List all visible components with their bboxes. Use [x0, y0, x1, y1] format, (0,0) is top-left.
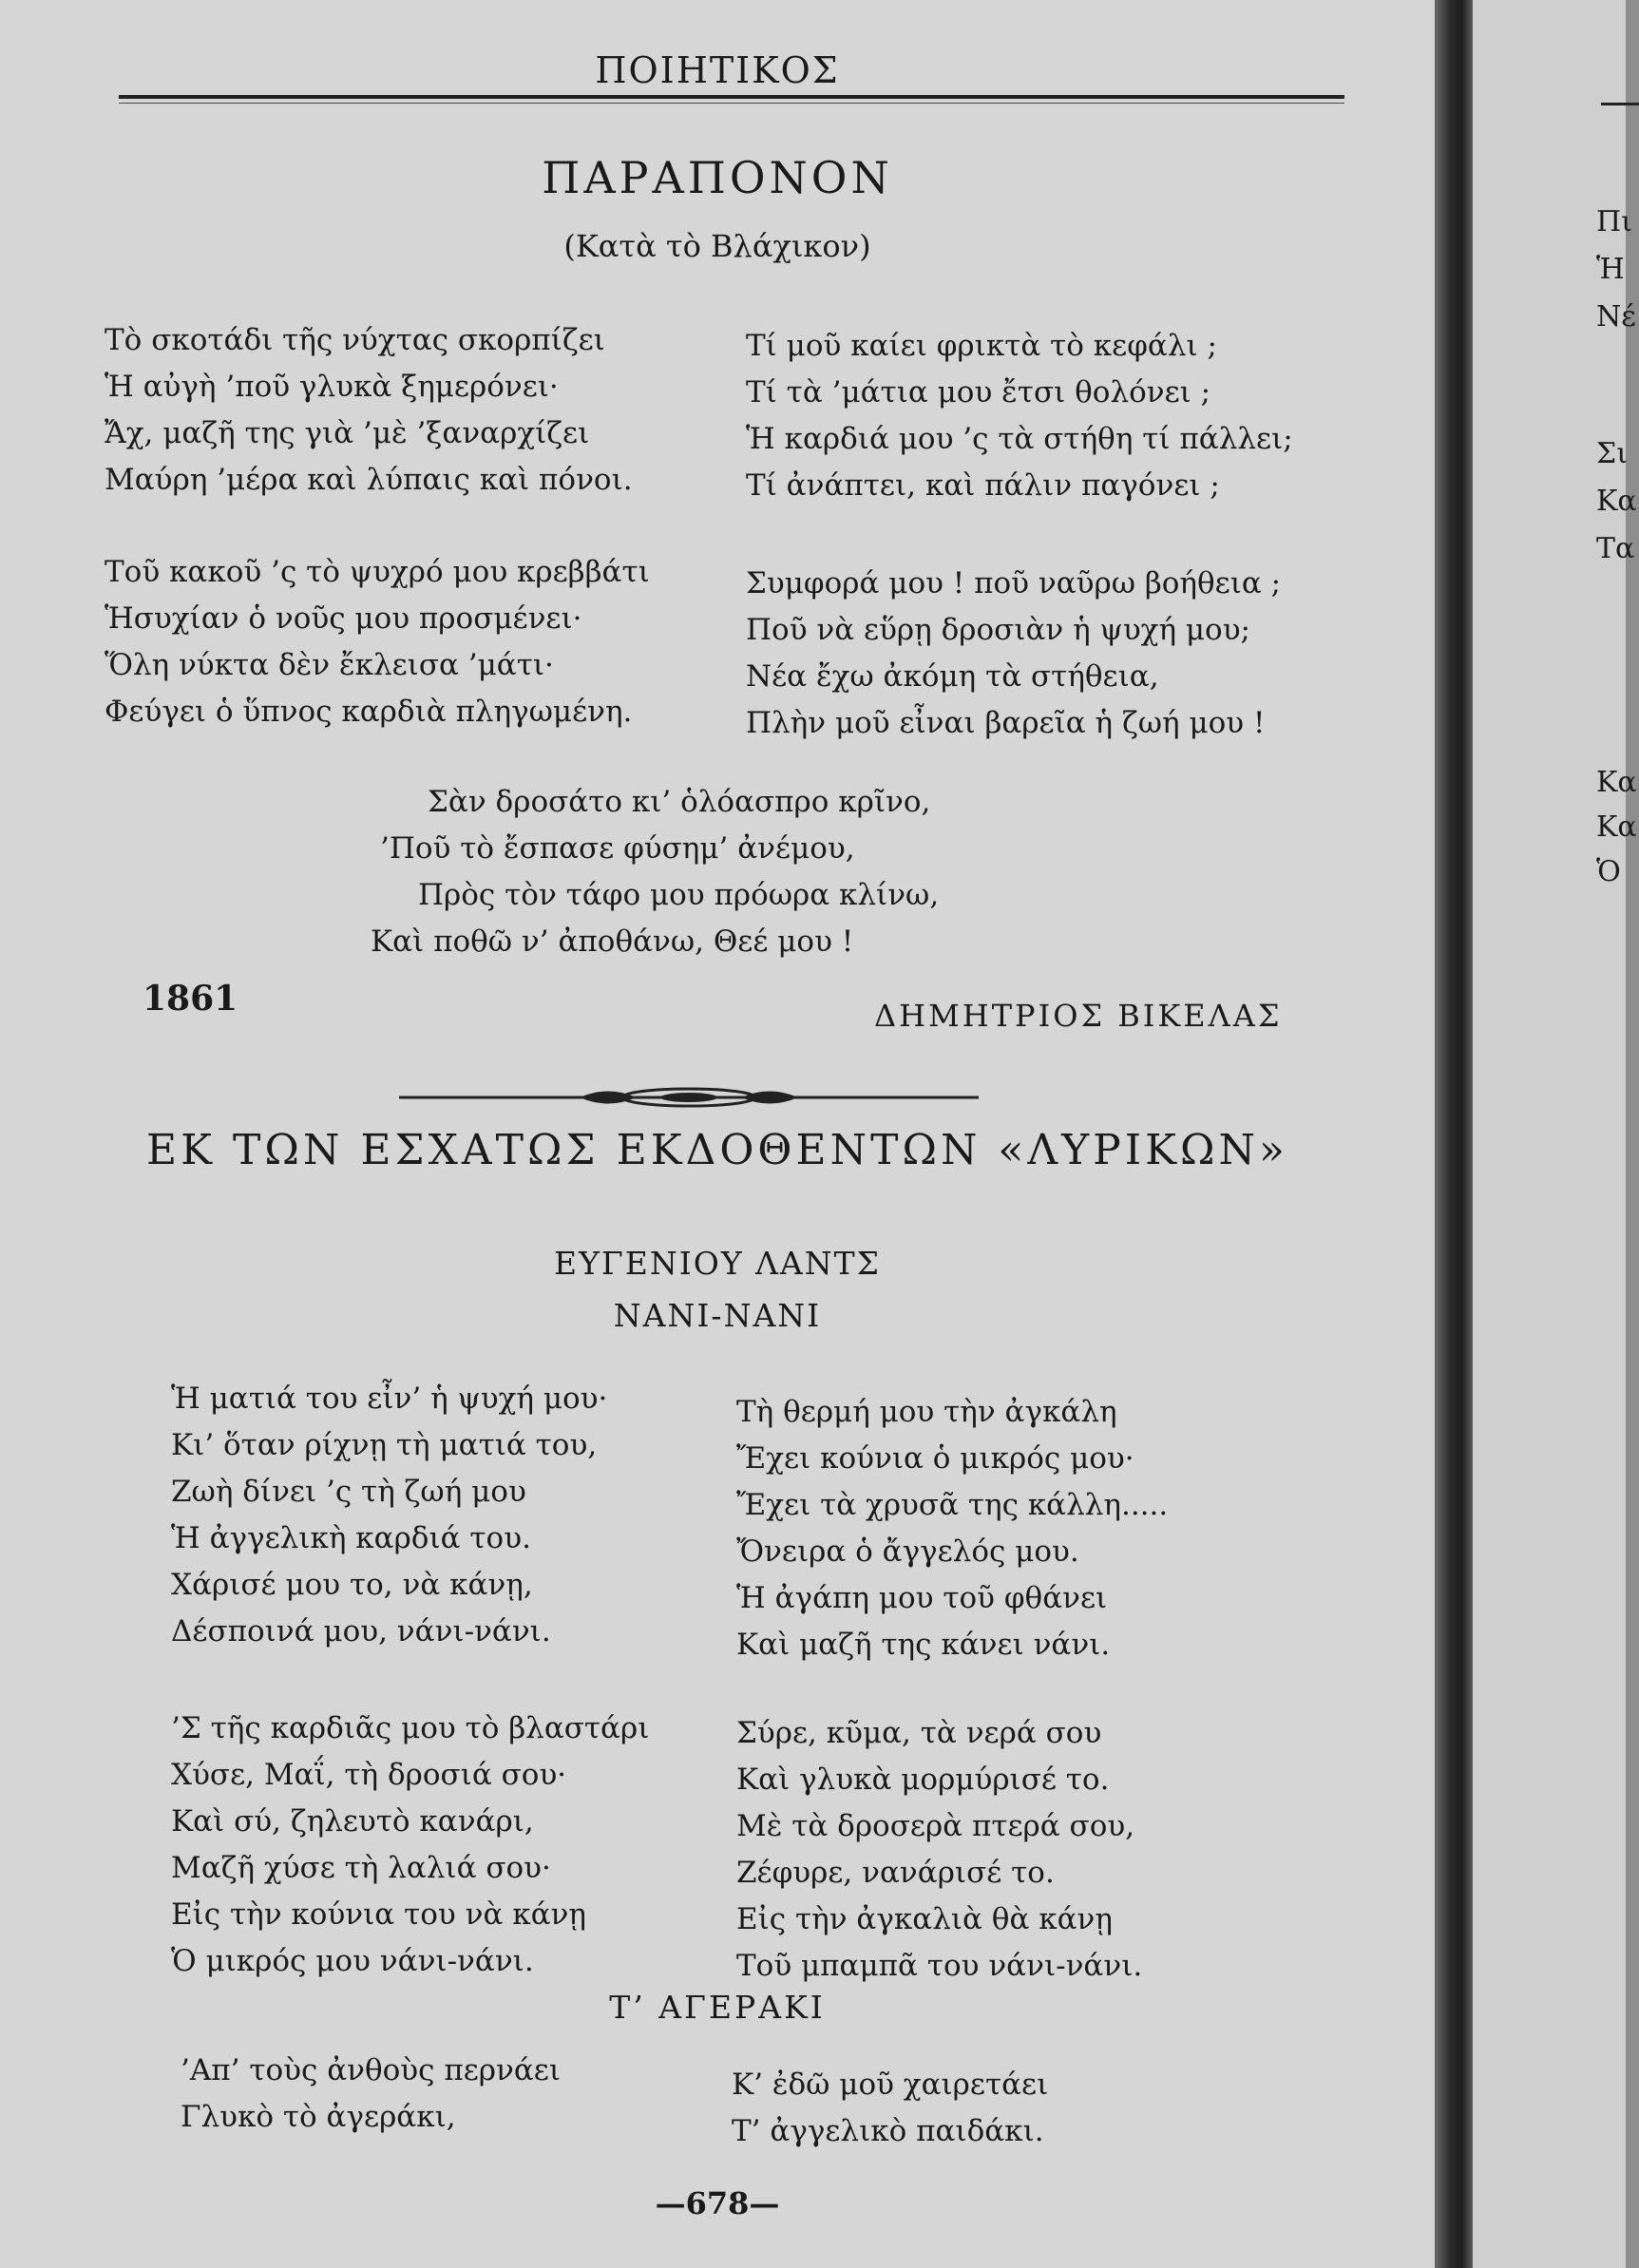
poem3-title: Τ’ ΑΓΕΡΑΚΙ [609, 1989, 826, 2026]
header-rule [119, 95, 1344, 99]
verse-line: Ὁ μικρός μου νάνι-νάνι. [171, 1944, 534, 1978]
verse-line: Ὅλη νύκτα δὲν ἔκλεισα ’μάτι· [105, 648, 554, 682]
verse-line: Τί ἀνάπτει, καὶ πάλιν παγόνει ; [746, 468, 1220, 503]
poem1-title: ΠΑΡΑΠΟΝΟΝ [542, 152, 893, 203]
verse-line: Ποῦ νὰ εὕρῃ δροσιὰν ἡ ψυχή μου; [746, 613, 1250, 647]
verse-line: Γλυκὸ τὸ ἀγεράκι, [181, 2100, 456, 2134]
verse-line: Ἡ αὐγὴ ’ποῦ γλυκὰ ξημερόνει· [105, 370, 559, 404]
poem1-year: 1861 [143, 979, 238, 1019]
verse-line: Φεύγει ὁ ὕπνος καρδιὰ πληγωμένη. [105, 695, 633, 729]
next-page-rule [1601, 103, 1639, 105]
verse-line: Καὶ μαζῆ της κάνει νάνι. [736, 1628, 1111, 1662]
verse-line: Ἔχει τὰ χρυσᾶ της κάλλη..... [736, 1488, 1169, 1522]
next-page-fragment: Σι [1596, 437, 1628, 470]
poem1-stanza-right-1 [746, 323, 1293, 509]
verse-line: ’Απ’ τοὺς ἀνθοὺς περνάει [181, 2053, 562, 2087]
header-rule-thin [119, 103, 1344, 104]
next-page-fragment: Ἡ [1596, 253, 1625, 286]
section-title: ΕΚ ΤΩΝ ΕΣΧΑΤΩΣ ΕΚΔΟΘΕΝΤΩΝ «ΛΥΡΙΚΩΝ» [146, 1126, 1288, 1174]
book-gutter [1435, 0, 1473, 2268]
poem1-stanza-left-2 [105, 549, 650, 735]
verse-line: Ἡ ἀγάπη μου τοῦ φθάνει [736, 1581, 1108, 1615]
verse-line: Δέσποινά μου, νάνι-νάνι. [171, 1614, 551, 1649]
next-page-fragment: Πι [1596, 205, 1632, 238]
next-page-fragment: Νέ [1596, 300, 1636, 334]
page-number: —678— [655, 2185, 780, 2221]
verse-line: Ζωὴ δίνει ’ς τὴ ζωή μου [171, 1475, 526, 1509]
verse-line: Καὶ γλυκὰ μορμύρισέ το. [736, 1763, 1110, 1797]
verse-line: Μαύρη ’μέρα καὶ λύπαις καὶ πόνοι. [105, 463, 633, 497]
verse-line: Σὰν δροσάτο κι’ ὁλόασπρο κρῖνο, [428, 785, 931, 819]
verse-line: Ἔχει κούνια ὁ μικρός μου· [736, 1441, 1134, 1476]
next-page-edge [1473, 0, 1637, 2268]
verse-line: Τοῦ κακοῦ ’ς τὸ ψυχρό μου κρεββάτι [105, 555, 650, 589]
verse-line: Μὲ τὰ δροσερὰ πτερά σου, [736, 1809, 1135, 1843]
verse-line: Τί μοῦ καίει φρικτὰ τὸ κεφάλι ; [746, 329, 1217, 363]
poem2-stanza-right-1 [736, 1389, 1168, 1668]
running-head: ΠΟΙΗΤΙΚΟΣ [595, 49, 840, 91]
poem3-stanza-right [732, 2062, 1048, 2155]
next-page-fragment: Κα [1596, 766, 1637, 799]
verse-line: Ἡ ματιά του εἶν’ ἡ ψυχή μου· [171, 1382, 608, 1416]
next-page-fragment: Τα [1596, 532, 1635, 565]
poem2-stanza-left-2 [171, 1706, 649, 1985]
verse-line: Χάρισέ μου το, νὰ κάνῃ, [171, 1568, 533, 1602]
verse-line: ’Ποῦ τὸ ἔσπασε φύσημ’ ἀνέμου, [380, 831, 855, 866]
verse-line: Ἡσυχίαν ὁ νοῦς μου προσμένει· [105, 601, 582, 636]
ornament-divider-icon [399, 1083, 979, 1112]
poem1-stanza-right-2 [746, 561, 1281, 747]
verse-line: Εἰς τὴν κούνια του νὰ κάνῃ [171, 1897, 586, 1932]
poem3-stanza-left [181, 2048, 561, 2141]
verse-line: Ἄχ, μαζῆ της γιὰ ’μὲ ’ξαναρχίζει [105, 416, 590, 450]
verse-line: Μαζῆ χύσε τὴ λαλιά σου· [171, 1851, 551, 1885]
poem1-stanza-left-1 [105, 317, 633, 504]
verse-line: Εἰς τὴν ἀγκαλιὰ θὰ κάνῃ [736, 1902, 1113, 1936]
verse-line: Πλὴν μοῦ εἶναι βαρεῖα ἡ ζωή μου ! [746, 706, 1266, 740]
verse-line: Ζέφυρε, νανάρισέ το. [736, 1856, 1055, 1890]
verse-line: Ἡ ἀγγελικὴ καρδιά του. [171, 1521, 531, 1555]
verse-line: Τὸ σκοτάδι τῆς νύχτας σκορπίζει [105, 323, 605, 357]
next-page-fragment: Κα [1596, 485, 1637, 518]
next-page-fragment: Κα [1596, 810, 1637, 844]
poem2-stanza-left-1 [171, 1376, 607, 1655]
verse-line: Ὄνειρα ὁ ἄγγελός μου. [736, 1534, 1079, 1569]
verse-line: Τ’ ἀγγελικὸ παιδάκι. [732, 2114, 1044, 2148]
poem1-author: ΔΗΜΗΤΡΙΟΣ ΒΙΚΕΛΑΣ [874, 998, 1283, 1034]
verse-line: Καὶ σύ, ζηλευτὸ κανάρι, [171, 1804, 534, 1839]
verse-line: Τοῦ μπαμπᾶ του νάνι-νάνι. [736, 1949, 1143, 1983]
verse-line: Χύσε, Μαΐ, τὴ δροσιά σου· [171, 1758, 567, 1792]
verse-line: Κι’ ὅταν ρίχνῃ τὴ ματιά του, [171, 1428, 598, 1462]
verse-line: Κ’ ἐδῶ μοῦ χαιρετάει [732, 2068, 1049, 2102]
poem2-stanza-right-2 [736, 1710, 1142, 1990]
verse-line: Ἡ καρδιά μου ’ς τὰ στήθη τί πάλλει; [746, 422, 1293, 456]
poem2-title: ΝΑΝΙ-ΝΑΝΙ [613, 1297, 822, 1334]
verse-line: Πρὸς τὸν τάφο μου πρόωρα κλίνω, [418, 878, 940, 912]
poet-name: ΕΥΓΕΝΙΟΥ ΛΑΝΤΣ [554, 1245, 881, 1282]
verse-line: Καὶ ποθῶ ν’ ἀποθάνω, Θεέ μου ! [371, 924, 854, 959]
next-page-fragment: Ὁ [1596, 855, 1621, 888]
verse-line: Νέα ἔχω ἀκόμη τὰ στήθεια, [746, 659, 1159, 694]
poem1-closing-stanza [371, 779, 939, 965]
verse-line: ’Σ τῆς καρδιᾶς μου τὸ βλαστάρι [171, 1711, 650, 1745]
verse-line: Συμφορά μου ! ποῦ ναῦρω βοήθεια ; [746, 566, 1282, 600]
verse-line: Τὴ θερμή μου τὴν ἀγκάλη [736, 1395, 1117, 1429]
verse-line: Τί τὰ ’μάτια μου ἔτσι θολόνει ; [746, 375, 1211, 410]
verse-line: Σύρε, κῦμα, τὰ νερά σου [736, 1716, 1102, 1750]
poem1-subtitle: (Κατὰ τὸ Βλάχικον) [563, 228, 871, 264]
